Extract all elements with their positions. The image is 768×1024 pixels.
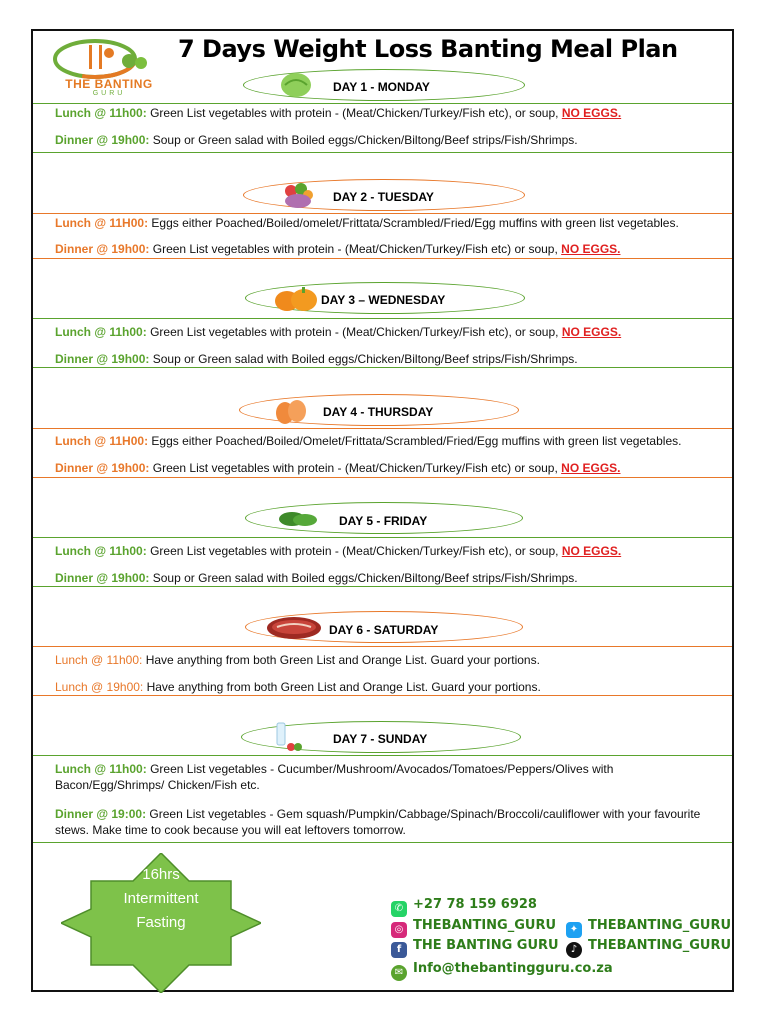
day-3-bottom-line: [33, 367, 732, 368]
day-3-label: DAY 3 – WEDNESDAY: [321, 293, 446, 307]
day-5-top-line: [33, 537, 732, 538]
day-3-lunch-text: Green List vegetables with protein - (Meat/Chicken/Turkey/Fish etc), or soup,: [150, 325, 562, 339]
day-4-dinner-text: Green List vegetables with protein - (Meat/Chicken/Turkey/Fish etc) or soup,: [152, 461, 562, 475]
day-7-lunch: [55, 761, 672, 793]
day-6-bottom-line: [33, 695, 732, 696]
day-7-bottom-line: [33, 842, 732, 843]
instagram-text: THEBANTING_GURU: [413, 918, 557, 933]
day-6-lunch-text: Have anything from both Green List and Orange List. Guard your portions.: [145, 653, 540, 667]
day-1-dinner-text: Soup or Green salad with Boiled eggs/Chicken/Biltong/Beef strips/Fish/Shrimps.: [152, 133, 578, 147]
day-2-lunch: [55, 215, 728, 231]
spinach-icon: [277, 507, 319, 531]
day-6-dinner-label: Lunch @ 19h00:: [55, 680, 144, 694]
day-4-lunch: [55, 433, 728, 449]
day-5-lunch-label: Lunch @ 11h00:: [55, 544, 147, 558]
day-3-lunch: [55, 324, 728, 340]
fasting-text: [61, 863, 261, 935]
eggs-icon: [273, 397, 309, 425]
facebook-text: THE BANTING GURU: [413, 938, 559, 953]
day-1-dinner: [55, 132, 728, 148]
day-5-dinner-label: Dinner @ 19h00:: [55, 571, 150, 585]
day-6-dinner-text: Have anything from both Green List and Orange List. Guard your portions.: [146, 680, 541, 694]
day-4-top-line: [33, 428, 732, 429]
logo-subtitle: GURU: [92, 90, 126, 97]
day-1-lunch-text: Green List vegetables with protein - (Meat/Chicken/Turkey/Fish etc), or soup,: [150, 106, 562, 120]
meal-plan-page: [31, 29, 734, 992]
contact-facebook[interactable]: [391, 938, 559, 958]
email-icon: ✉: [391, 965, 407, 981]
banting-guru-logo: [53, 39, 165, 99]
day-7-label: DAY 7 - SUNDAY: [333, 732, 428, 746]
day-4-lunch-label: Lunch @ 11H00:: [55, 434, 149, 448]
steak-icon: [265, 615, 323, 641]
contact-twitter[interactable]: [566, 918, 731, 938]
contact-tiktok[interactable]: [566, 938, 731, 958]
day-2-dinner-label: Dinner @ 19h00:: [55, 242, 150, 256]
twitter-text: THEBANTING_GURU: [588, 918, 732, 933]
day-4-dinner-label: Dinner @ 19h00:: [55, 461, 150, 475]
day-3-dinner-label: Dinner @ 19h00:: [55, 352, 150, 366]
day-2-dinner-no-eggs: NO EGGS.: [561, 242, 621, 256]
tiktok-icon: ♪: [566, 942, 582, 958]
day-6-top-line: [33, 646, 732, 647]
day-6-dinner: [55, 679, 728, 695]
day-5-label: DAY 5 - FRIDAY: [339, 514, 428, 528]
day-4-dinner: [55, 460, 728, 476]
fasting-line-2: Intermittent: [123, 890, 199, 907]
day-7-top-line: [33, 755, 732, 756]
contact-phone[interactable]: [391, 897, 537, 917]
day-5-bottom-line: [33, 586, 732, 587]
pumpkin-icon: [273, 285, 319, 313]
day-7-lunch-label: Lunch @ 11h00:: [55, 762, 147, 776]
day-7-dinner-text: Green List vegetables - Gem squash/Pumpkin/Cabbage/Spinach/Broccoli/cauliflower with your favourite stews. Make time to cook because you will eat leftovers tomorrow.: [55, 807, 701, 837]
day-1-top-line: [33, 103, 732, 104]
day-6-label: DAY 6 - SATURDAY: [329, 623, 439, 637]
day-2-dinner-text: Green List vegetables with protein - (Meat/Chicken/Turkey/Fish etc) or soup,: [152, 242, 562, 256]
day-1-label: DAY 1 - MONDAY: [333, 80, 430, 94]
email-text: Info@thebantingguru.co.za: [413, 961, 613, 976]
day-5-dinner: [55, 570, 728, 586]
day-1-lunch-label: Lunch @ 11h00:: [55, 106, 147, 120]
day-2-lunch-label: Lunch @ 11H00:: [55, 216, 149, 230]
day-5-lunch-text: Green List vegetables with protein - (Meat/Chicken/Turkey/Fish etc), or soup,: [150, 544, 562, 558]
day-3-lunch-label: Lunch @ 11h00:: [55, 325, 147, 339]
day-3-top-line: [33, 318, 732, 319]
day-5-lunch: [55, 543, 728, 559]
day-7-lunch-text: Green List vegetables - Cucumber/Mushroom/Avocados/Tomatoes/Peppers/Olives with Bacon/Egg/Shrimps/ Chicken/Fish etc.: [55, 762, 614, 792]
day-1-dinner-label: Dinner @ 19h00:: [55, 133, 150, 147]
phone-text: +27 78 159 6928: [413, 897, 537, 912]
cabbage-icon: [279, 71, 313, 99]
logo-name: THE BANTING: [65, 77, 153, 91]
day-4-bottom-line: [33, 477, 732, 478]
day-2-top-line: [33, 213, 732, 214]
facebook-icon: f: [391, 942, 407, 958]
day-2-label: DAY 2 - TUESDAY: [333, 190, 434, 204]
day-1-bottom-line: [33, 152, 732, 153]
day-4-dinner-no-eggs: NO EGGS.: [561, 461, 621, 475]
page-title: 7 Days Weight Loss Banting Meal Plan: [178, 35, 678, 63]
day-5-dinner-text: Soup or Green salad with Boiled eggs/Chicken/Biltong/Beef strips/Fish/Shrimps.: [152, 571, 578, 585]
fasting-line-3: Fasting: [136, 914, 186, 931]
day-3-dinner: [55, 351, 728, 367]
day-7-dinner: [55, 806, 702, 838]
day-4-label: DAY 4 - THURSDAY: [323, 405, 434, 419]
day-6-lunch: [55, 652, 728, 668]
water-bottle-icon: [271, 721, 305, 753]
whatsapp-icon: ✆: [391, 901, 407, 917]
day-1-lunch-no-eggs: NO EGGS.: [561, 106, 622, 120]
instagram-icon: ◎: [391, 922, 407, 938]
day-5-lunch-no-eggs: NO EGGS.: [561, 544, 622, 558]
day-3-dinner-text: Soup or Green salad with Boiled eggs/Chicken/Biltong/Beef strips/Fish/Shrimps.: [152, 352, 578, 366]
day-4-lunch-text: Eggs either Poached/Boiled/Omelet/Frittata/Scrambled/Fried/Egg muffins with green list vegetables.: [151, 434, 682, 448]
fasting-hours: 16hrs: [142, 866, 180, 883]
tiktok-text: THEBANTING_GURU: [588, 938, 732, 953]
day-2-bottom-line: [33, 258, 732, 259]
contact-instagram[interactable]: [391, 918, 556, 938]
day-6-lunch-label: Lunch @ 11h00:: [55, 653, 143, 667]
day-7-dinner-label: Dinner @ 19:00:: [55, 807, 147, 821]
vegetable-basket-icon: [281, 179, 315, 211]
day-1-lunch: [55, 105, 728, 121]
day-3-lunch-no-eggs: NO EGGS.: [561, 325, 622, 339]
contact-email[interactable]: [391, 961, 613, 981]
day-2-dinner: [55, 241, 728, 257]
twitter-icon: ✦: [566, 922, 582, 938]
day-2-lunch-text: Eggs either Poached/Boiled/omelet/Frittata/Scrambled/Fried/Egg muffins with green list vegetables.: [151, 216, 679, 230]
